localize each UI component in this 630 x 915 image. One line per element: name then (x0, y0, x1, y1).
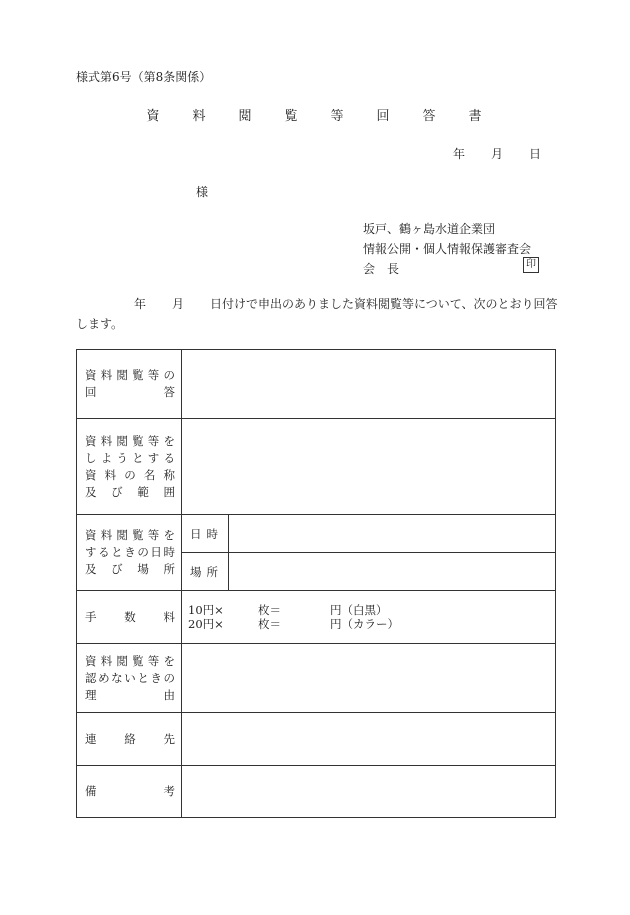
form-number: 様式第6号（第8条関係） (76, 70, 212, 84)
row-materials (77, 419, 556, 515)
issuer-committee: 情報公開・個人情報保護審査会 (363, 242, 532, 256)
label-char: 答 (163, 385, 175, 399)
label-char: と (132, 450, 144, 465)
label-char: な (111, 670, 123, 685)
label-char: を (163, 653, 175, 668)
label-char: と (111, 545, 123, 559)
label-char: る (163, 450, 175, 465)
label-char: 等 (147, 368, 160, 382)
label-char: 所 (163, 562, 175, 576)
label-line (85, 783, 175, 800)
issuer-block (363, 219, 531, 279)
label-char: 由 (163, 687, 175, 702)
body-line-1-rest: 日付けで申出のありました資料閲覧等について、次のとおり回答 (210, 297, 558, 311)
label-line (85, 561, 175, 578)
label-char: 料 (100, 653, 113, 668)
label-char: め (98, 670, 110, 685)
field-contact[interactable] (182, 713, 556, 766)
label-line (85, 653, 175, 670)
label-datetime-place (77, 515, 182, 591)
label-char: 範 (137, 484, 149, 499)
label-char: 資 (85, 368, 97, 382)
label-char: 絡 (124, 731, 136, 746)
label-char: の (163, 368, 175, 382)
label-char: 等 (147, 653, 160, 668)
label-char: 覧 (132, 433, 144, 448)
body-text (76, 294, 558, 334)
label-char: 料 (100, 528, 113, 542)
label-line (85, 467, 175, 484)
label-materials (77, 419, 182, 515)
label-char: 囲 (163, 484, 175, 499)
label-char: び (111, 562, 123, 576)
label-char: う (116, 450, 128, 465)
label-char: 称 (163, 467, 175, 482)
label-fee (77, 591, 182, 644)
answer-form-table (76, 349, 556, 818)
addressee-suffix: 様 (196, 185, 209, 199)
label-char: す (85, 545, 97, 559)
body-line-2: します。 (76, 317, 124, 331)
label-char: 閲 (116, 433, 128, 448)
issuer-chair: 会 長 (363, 262, 400, 276)
label-char: 考 (163, 784, 175, 798)
label-char: 等 (147, 433, 160, 448)
label-char: よ (100, 450, 113, 465)
field-materials[interactable] (182, 419, 556, 515)
body-line-1 (76, 294, 558, 314)
label-char: 料 (104, 467, 117, 482)
label-char: 数 (124, 609, 136, 624)
row-remarks (77, 766, 556, 818)
label-line (85, 367, 175, 384)
label-char: 覧 (132, 528, 144, 542)
label-char: を (163, 433, 175, 448)
label-line (85, 433, 175, 450)
label-char: 閲 (116, 368, 128, 382)
label-char: 資 (85, 653, 97, 668)
label-line (85, 731, 175, 748)
label-line (85, 544, 175, 561)
label-char: の (124, 467, 136, 482)
label-char: い (124, 670, 136, 685)
label-char: 料 (100, 433, 113, 448)
label-line (85, 670, 175, 687)
label-char: 覧 (132, 653, 144, 668)
label-char: 時 (206, 526, 218, 541)
label-char: し (85, 450, 97, 465)
label-remarks (77, 766, 182, 818)
row-fee (77, 591, 556, 644)
label-answer (77, 350, 182, 419)
label-char: 連 (85, 731, 97, 746)
label-line (85, 450, 175, 467)
label-char: 先 (163, 731, 175, 746)
label-char: 等 (147, 528, 160, 542)
label-char: 資 (85, 528, 97, 542)
label-char: 閲 (116, 653, 128, 668)
label-char: 覧 (132, 368, 144, 382)
label-line (85, 384, 175, 401)
label-char: す (147, 450, 160, 465)
label-char: 資 (85, 467, 97, 482)
label-line (85, 687, 175, 704)
date-line (453, 145, 541, 162)
label-char: き (150, 670, 162, 685)
label-char: 料 (100, 368, 113, 382)
label-char: と (137, 670, 149, 685)
label-char: 及 (85, 484, 97, 499)
label-char: 及 (85, 562, 97, 576)
seal-mark: 印 (523, 257, 539, 273)
label-char: 場 (137, 562, 149, 576)
label-char: き (124, 545, 136, 559)
label-char: 名 (143, 467, 156, 482)
row-refusal-reason (77, 644, 556, 713)
label-char: 場 (190, 564, 202, 579)
fee-line-color: 20円× 枚＝ 円（カラー） (188, 617, 399, 631)
issuer-organization: 坂戸、鶴ヶ島水道企業団 (363, 222, 496, 236)
sublabel-place (182, 553, 229, 591)
label-char: 閲 (116, 528, 128, 542)
label-line (85, 527, 175, 544)
field-place[interactable] (229, 553, 556, 591)
field-refusal-reason[interactable] (182, 644, 556, 713)
label-char: 手 (85, 609, 97, 624)
label-contact (77, 713, 182, 766)
body-year: 年 (134, 297, 147, 311)
document-title: 資 料 閲 覧 等 回 答 書 (146, 109, 492, 124)
label-char: 理 (85, 687, 97, 702)
label-char: 日 (190, 526, 202, 541)
fee-line-bw: 10円× 枚＝ 円（白黒） (188, 603, 388, 617)
date-day: 日 (529, 147, 542, 161)
label-refusal-reason (77, 644, 182, 713)
label-char: 時 (163, 545, 175, 559)
label-line (85, 609, 175, 626)
field-datetime[interactable] (229, 515, 556, 553)
label-char: 料 (163, 609, 175, 624)
field-fee[interactable] (182, 591, 556, 644)
label-char: 所 (206, 564, 218, 579)
row-contact (77, 713, 556, 766)
label-char: の (137, 545, 149, 559)
label-char: の (163, 670, 175, 685)
date-year: 年 (453, 147, 466, 161)
row-answer (77, 350, 556, 419)
label-char: 認 (85, 670, 97, 685)
date-month: 月 (491, 147, 504, 161)
sublabel-datetime (182, 515, 229, 553)
label-char: 回 (85, 385, 97, 399)
field-answer[interactable] (182, 350, 556, 419)
field-remarks[interactable] (182, 766, 556, 818)
label-line (85, 484, 175, 501)
label-char: び (111, 484, 123, 499)
body-month: 月 (172, 297, 185, 311)
label-char: 備 (85, 784, 97, 798)
label-char: を (163, 528, 175, 542)
label-char: 日 (150, 545, 162, 559)
label-char: る (98, 545, 110, 559)
label-char: 資 (85, 433, 97, 448)
row-datetime (77, 515, 556, 553)
